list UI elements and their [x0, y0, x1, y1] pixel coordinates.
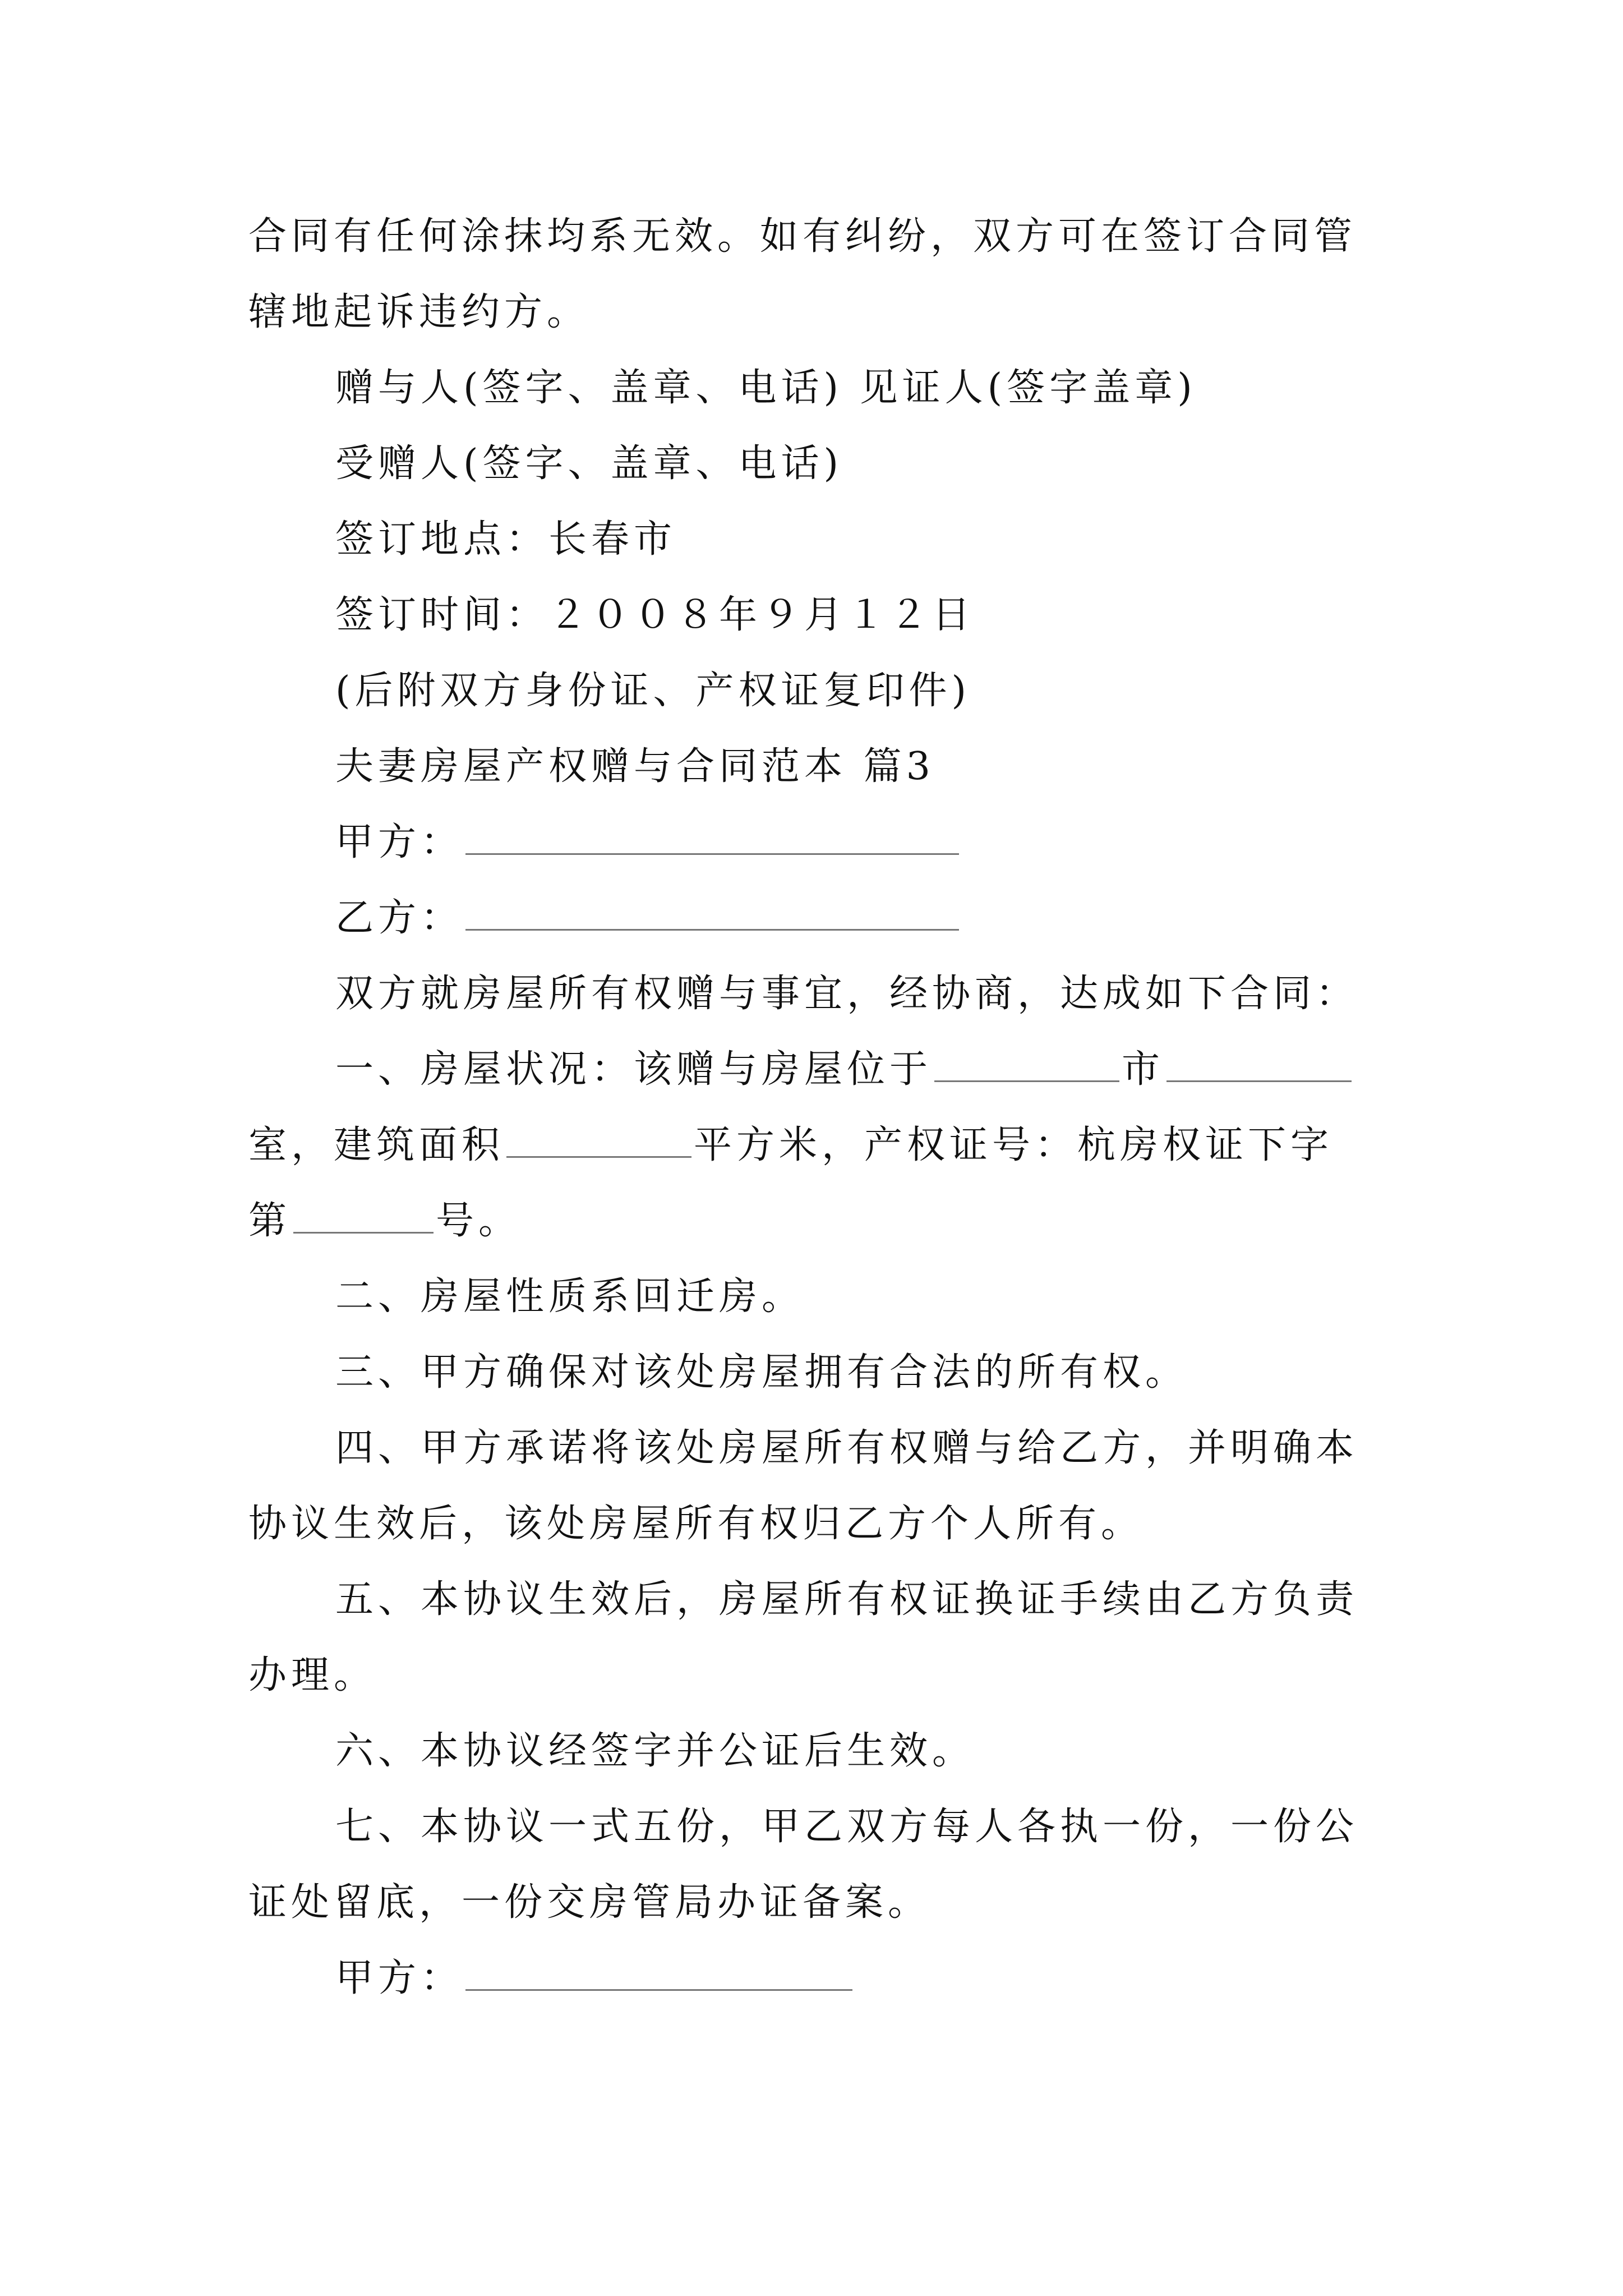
text-line: (后附双方身份证、产权证复印件) — [335, 669, 971, 713]
party-a-label: 甲方： — [335, 820, 464, 864]
party-a-line — [335, 819, 961, 866]
party-b-label: 乙方： — [335, 896, 464, 940]
section-heading: 夫妻房屋产权赠与合同范本 篇3 — [335, 744, 935, 789]
footer-party-a-blank — [465, 1955, 852, 1991]
text-line: 赠与人(签字、盖章、电话) 见证人(签字盖章) — [335, 366, 1197, 410]
clause-4-line-2: 协议生效后，该处房屋所有权归乙方个人所有。 — [248, 1502, 1144, 1546]
text-line: 签订地点：长春市 — [335, 517, 677, 562]
party-b-blank — [465, 895, 959, 931]
clause-1-line-3 — [248, 1198, 521, 1245]
clause-2: 二、房屋性质系回迁房。 — [335, 1274, 805, 1319]
party-a-blank — [465, 820, 959, 855]
clause-1-text: 市 — [1122, 1047, 1165, 1092]
clause-1-line-2 — [248, 1122, 1333, 1169]
clause-6: 六、本协议经签字并公证后生效。 — [335, 1729, 975, 1773]
clause-1-text: 一、房屋状况：该赠与房屋位于 — [335, 1047, 933, 1092]
text-line: 辖地起诉违约方。 — [248, 290, 590, 334]
clause-1-text: 室，建筑面积 — [248, 1123, 505, 1167]
clause-5-line-2: 办理。 — [248, 1653, 377, 1697]
area-blank — [506, 1122, 691, 1158]
clause-4-line-1: 四、甲方承诺将该处房屋所有权赠与给乙方，并明确本 — [335, 1426, 1359, 1470]
text-line: 签订时间：２００８年９月１２日 — [335, 593, 975, 637]
clause-3: 三、甲方确保对该处房屋拥有合法的所有权。 — [335, 1350, 1188, 1395]
agreement-intro: 双方就房屋所有权赠与事宜，经协商，达成如下合同： — [335, 972, 1359, 1016]
clause-1-text: 号。 — [436, 1199, 522, 1243]
footer-party-a-label: 甲方： — [335, 1956, 464, 2000]
clause-7-line-2: 证处留底，一份交房管局办证备案。 — [248, 1880, 931, 1925]
text-line: 合同有任何涂抹均系无效。如有纠纷，双方可在签订合同管 — [248, 214, 1357, 259]
clause-7-line-1: 七、本协议一式五份，甲乙双方每人各执一份，一份公 — [335, 1805, 1359, 1849]
footer-party-a-line — [335, 1955, 855, 2002]
party-b-line — [335, 895, 961, 942]
city-blank — [934, 1047, 1119, 1082]
clause-1-text: 第 — [248, 1199, 292, 1243]
address-blank — [1166, 1047, 1352, 1082]
text-line: 受赠人(签字、盖章、电话) — [335, 441, 843, 486]
clause-5-line-1: 五、本协议生效后，房屋所有权证换证手续由乙方负责 — [335, 1577, 1359, 1622]
certificate-number-blank — [293, 1198, 434, 1234]
clause-1-text: 平方米，产权证号：杭房权证下字 — [694, 1123, 1334, 1167]
clause-1-line-1 — [335, 1046, 1354, 1093]
